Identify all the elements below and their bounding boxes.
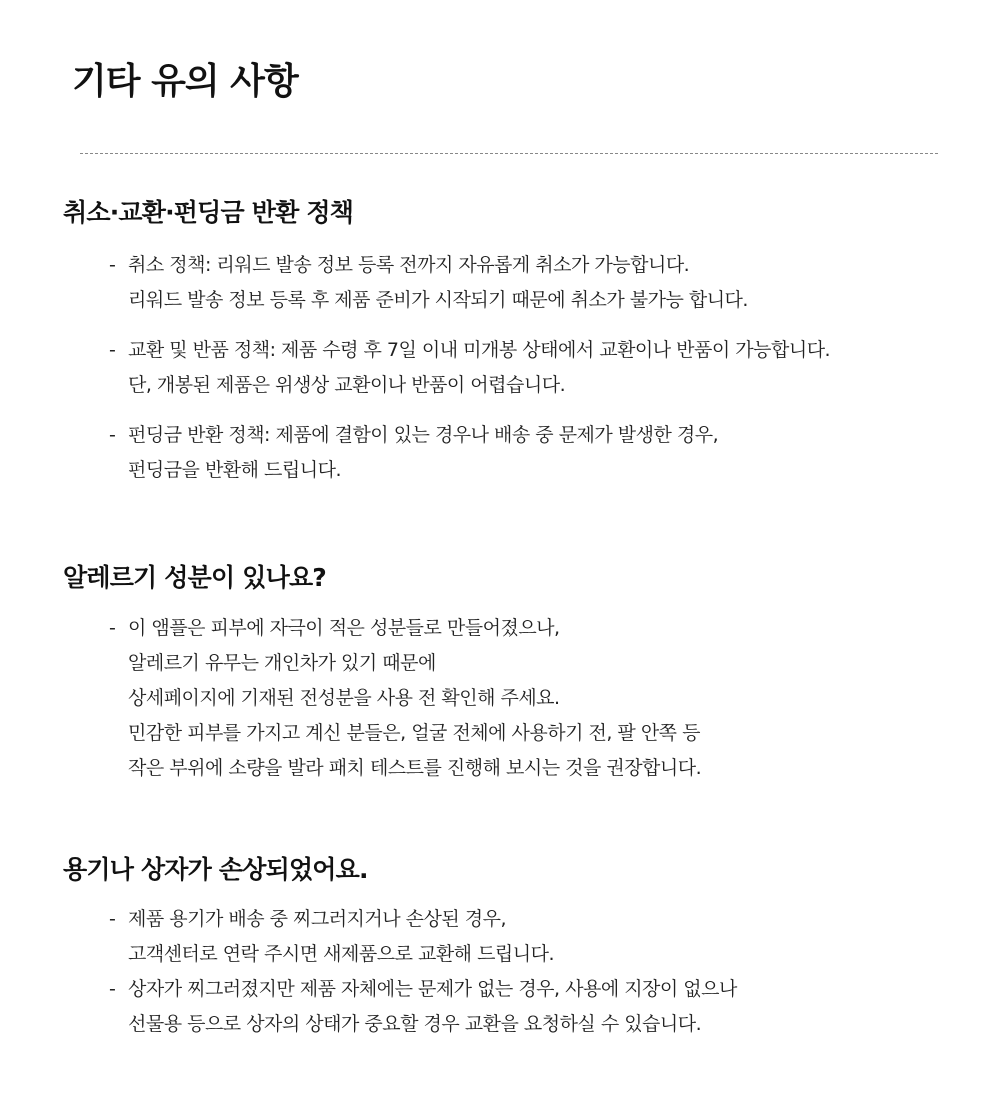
allergy-line: 민감한 피부를 가지고 계신 분들은, 얼굴 전체에 사용하기 전, 팔 안쪽 등 <box>128 722 700 744</box>
damage-line: 제품 용기가 배송 중 찌그러지거나 손상된 경우, <box>128 908 507 930</box>
section-heading-damaged-container: 용기나 상자가 손상되었어요. <box>63 855 368 884</box>
dashed-divider <box>80 153 938 154</box>
section-heading-cancel-exchange-refund: 취소·교환·펀딩금 반환 정책 <box>63 198 354 227</box>
policy-line: 교환 및 반품 정책: 제품 수령 후 7일 이내 미개봉 상태에서 교환이나 반품이 가능합니다. <box>128 339 831 361</box>
bullet-dash: - <box>109 254 116 276</box>
damage-line: 고객센터로 연락 주시면 새제품으로 교환해 드립니다. <box>128 943 555 965</box>
policy-line: 리워드 발송 정보 등록 후 제품 준비가 시작되기 때문에 취소가 불가능 합니다. <box>128 289 748 311</box>
policy-item-exchange <box>109 333 830 403</box>
bullet-dash: - <box>109 978 116 1000</box>
policy-line: 단, 개봉된 제품은 위생상 교환이나 반품이 어렵습니다. <box>128 374 566 396</box>
damage-line: 선물용 등으로 상자의 상태가 중요할 경우 교환을 요청하실 수 있습니다. <box>128 1013 702 1035</box>
policy-item-cancel <box>109 248 748 318</box>
policy-line: 펀딩금 반환 정책: 제품에 결함이 있는 경우나 배송 중 문제가 발생한 경우, <box>128 424 719 446</box>
page-title: 기타 유의 사항 <box>72 61 298 102</box>
bullet-dash: - <box>109 617 116 639</box>
section-heading-allergy: 알레르기 성분이 있나요? <box>63 563 327 592</box>
allergy-line: 이 앰플은 피부에 자극이 적은 성분들로 만들어졌으나, <box>128 617 560 639</box>
allergy-line: 알레르기 유무는 개인차가 있기 때문에 <box>128 652 436 674</box>
damage-item-container <box>109 902 554 972</box>
damage-line: 상자가 찌그러졌지만 제품 자체에는 문제가 없는 경우, 사용에 지장이 없으나 <box>128 978 737 1000</box>
allergy-line: 작은 부위에 소량을 발라 패치 테스트를 진행해 보시는 것을 권장합니다. <box>128 757 702 779</box>
policy-line: 취소 정책: 리워드 발송 정보 등록 전까지 자유롭게 취소가 가능합니다. <box>128 254 690 276</box>
bullet-dash: - <box>109 339 116 361</box>
policy-item-refund <box>109 418 718 488</box>
bullet-dash: - <box>109 424 116 446</box>
allergy-item <box>109 611 701 786</box>
damage-item-box <box>109 972 737 1042</box>
bullet-dash: - <box>109 908 116 930</box>
policy-line: 펀딩금을 반환해 드립니다. <box>128 459 342 481</box>
allergy-line: 상세페이지에 기재된 전성분을 사용 전 확인해 주세요. <box>128 687 560 709</box>
